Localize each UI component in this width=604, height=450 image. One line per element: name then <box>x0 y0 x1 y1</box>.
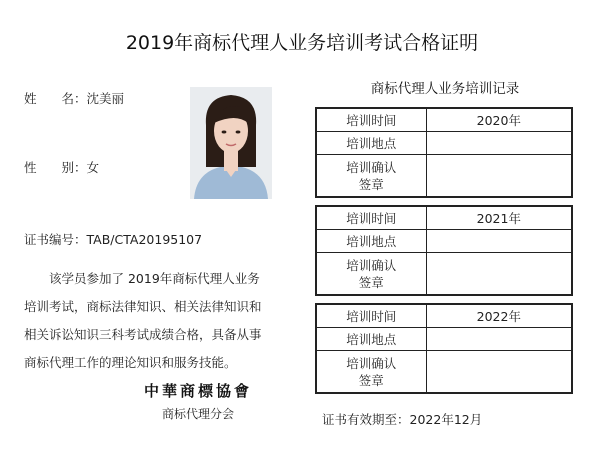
portrait-photo <box>190 87 272 199</box>
training-record-block-2021 <box>315 205 573 296</box>
validity-row <box>322 410 482 428</box>
confirm-line-1: 培训确认 <box>346 159 397 175</box>
name-label: 姓 名： <box>24 91 87 106</box>
training-confirm-value <box>426 155 572 198</box>
validity-label: 证书有效期至： <box>322 412 410 427</box>
training-time-label: 培训时间 <box>316 206 426 230</box>
training-record-block-2022 <box>315 303 573 394</box>
training-year: 2022年 <box>426 304 572 328</box>
training-place-label: 培训地点 <box>316 328 426 351</box>
training-confirm-label <box>316 155 426 198</box>
training-record-title: 商标代理人业务培训记录 <box>370 81 520 97</box>
issuer-branch: 商标代理分会 <box>161 407 234 421</box>
training-year: 2020年 <box>426 108 572 132</box>
association-seal: 中華商標協會 <box>143 382 252 400</box>
training-time-label: 培训时间 <box>316 304 426 328</box>
training-place-value <box>426 132 572 155</box>
confirm-line-1: 培训确认 <box>346 355 397 371</box>
certificate-title: 2019年商标代理人业务培训考试合格证明 <box>125 32 479 54</box>
statement-line: 该学员参加了 2019年商标代理人业务 <box>24 271 260 286</box>
training-confirm-label <box>316 253 426 296</box>
statement-line: 培训考试，商标法律知识、相关法律知识和 <box>24 299 262 314</box>
training-year: 2021年 <box>426 206 572 230</box>
qualification-statement <box>24 265 286 377</box>
training-place-label: 培训地点 <box>316 132 426 155</box>
confirm-line-2: 签章 <box>358 274 384 290</box>
gender-row <box>24 158 99 176</box>
training-record-block-2020 <box>315 107 573 198</box>
confirm-line-2: 签章 <box>358 176 384 192</box>
statement-line: 商标代理工作的理论知识和服务技能。 <box>24 355 237 370</box>
training-confirm-label <box>316 351 426 394</box>
statement-line: 相关诉讼知识三科考试成绩合格，具备从事 <box>24 327 262 342</box>
training-place-value <box>426 230 572 253</box>
cert-number-value: TAB/CTA20195107 <box>86 232 203 247</box>
training-confirm-value <box>426 351 572 394</box>
name-value: 沈美丽 <box>86 91 125 106</box>
training-confirm-value <box>426 253 572 296</box>
name-row <box>24 89 124 107</box>
portrait-illustration <box>190 87 272 199</box>
training-place-label: 培训地点 <box>316 230 426 253</box>
confirm-line-1: 培训确认 <box>346 257 397 273</box>
validity-date: 2022年12月 <box>409 412 483 427</box>
gender-value: 女 <box>86 160 100 175</box>
gender-label: 性 别： <box>24 160 87 175</box>
cert-number-label: 证书编号： <box>24 232 87 247</box>
training-time-label: 培训时间 <box>316 108 426 132</box>
confirm-line-2: 签章 <box>358 372 384 388</box>
cert-number-row <box>24 230 202 248</box>
training-place-value <box>426 328 572 351</box>
